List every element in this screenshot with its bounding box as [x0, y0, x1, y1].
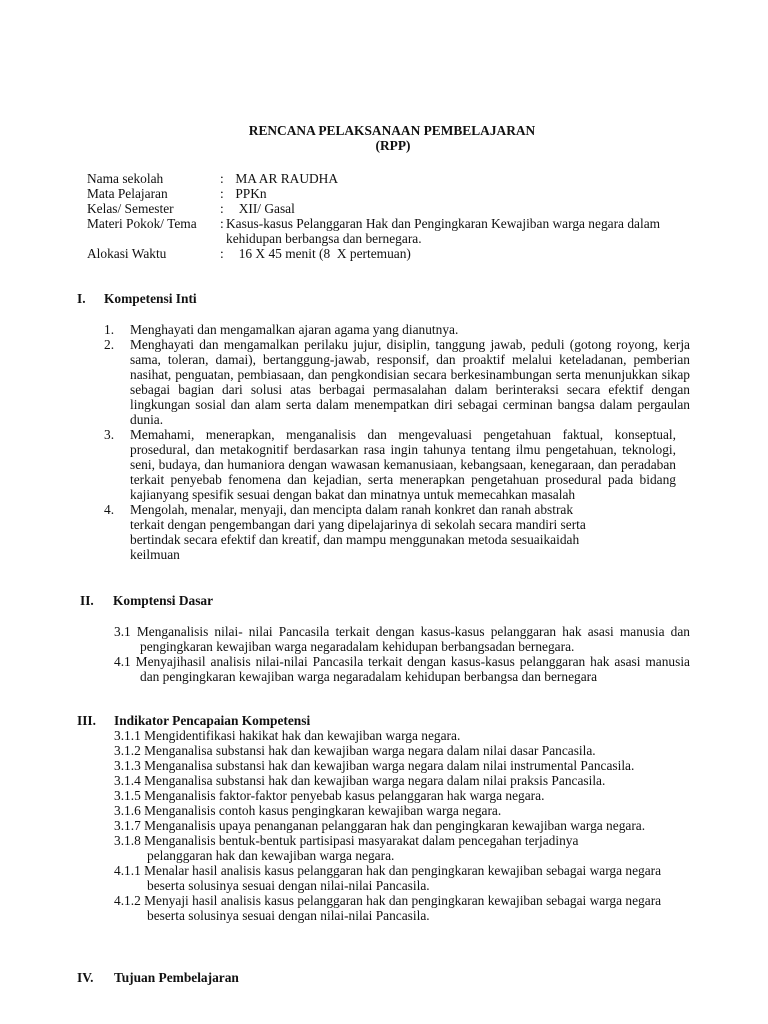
list-item-number: 3. — [104, 427, 115, 442]
section-number: I. — [77, 291, 86, 306]
identity-label: Kelas/ Semester — [87, 201, 174, 216]
list-item — [104, 427, 690, 502]
title-line-1: RENCANA PELAKSANAAN PEMBELAJARAN — [248, 123, 536, 138]
list-item — [104, 337, 690, 427]
list-item: 4.1.1 Menalar hasil analisis kasus pelanggaran hak dan pengingkaran kewajiban sebagai warga negara beserta solusinya sesuai dengan nilai-nilai Pancasila. — [114, 863, 662, 893]
list-item-number: 1. — [104, 322, 115, 337]
list-item: 3.1.4 Menganalisa substansi hak dan kewajiban warga negara dalam nilai praksis Pancasila. — [114, 773, 606, 788]
identity-label: Nama sekolah — [87, 171, 164, 186]
list-item-line: terkait dengan pengembangan dari yang dipelajarinya di sekolah secara mandiri serta — [130, 517, 586, 532]
section-heading: Komptensi Dasar — [113, 593, 214, 608]
list-item-number: 4. — [104, 502, 115, 517]
indikator-list — [114, 728, 674, 923]
list-item-text: Memahami, menerapkan, menganalisis dan mengevaluasi pengetahuan faktual, konseptual, prosedural, dan metakognitif berdasarkan rasa ingin tahunya tentang ilmu pengetahuan, teknologi, seni, budaya, dan humaniora dengan wawasan kemanusiaan, kebangsaan, kenegaraan, dan peradaban terkait penyebab fenomena dan kejadian, serta menerapkan pengetahuan prosedural pada bidang kajianyang spesifik sesuai dengan bakat dan minatnya untuk memecahkan masalah — [130, 427, 676, 502]
identity-label: Alokasi Waktu — [87, 246, 167, 261]
identity-table — [87, 171, 687, 261]
list-item-number: 2. — [104, 337, 115, 352]
identity-colon: : — [220, 201, 224, 216]
identity-colon: : — [220, 246, 224, 261]
title-line-2: (RPP) — [375, 138, 411, 153]
list-item-text: Menghayati dan mengamalkan perilaku jujur, disiplin, tanggung jawab, peduli (gotong royong, kerja sama, toleran, damai), bertanggung-jawab, responsif, dan proaktif melalui keteladanan, pemberian nasihat, penguatan, pembiasaan, dan pengkondisian secara berkesinambungan serta menunjukkan sikap sebagai bagian dari solusi atas berbagai permasalahan dalam berinteraksi secara efektif dengan lingkungan sosial dan alam serta dalam menempatkan diri sebagai cerminan bangsa dalam pergaulan dunia. — [130, 337, 690, 427]
section-heading: Kompetensi Inti — [104, 291, 197, 306]
list-item: 3.1.3 Menganalisa substansi hak dan kewajiban warga negara dalam nilai instrumental Pancasila. — [114, 758, 635, 773]
document-title — [0, 123, 768, 153]
list-item: 3.1.2 Menganalisa substansi hak dan kewajiban warga negara dalam nilai dasar Pancasila. — [114, 743, 596, 758]
kompetensi-inti-list — [104, 322, 690, 562]
identity-label: Mata Pelajaran — [87, 186, 168, 201]
identity-row — [87, 216, 687, 246]
identity-value: PPKn — [232, 186, 267, 201]
section-number: III. — [77, 713, 96, 728]
identity-row — [87, 171, 687, 186]
list-item: 3.1 Menganalisis nilai- nilai Pancasila terkait dengan kasus-kasus pelanggaran hak asasi manusia dan pengingkaran kewajiban warga negaradalam kehidupan berbangsadan bernegara. — [114, 624, 690, 654]
list-item-text: Menghayati dan mengamalkan ajaran agama yang dianutnya. — [130, 322, 459, 337]
list-item — [104, 502, 690, 562]
identity-value: XII/ Gasal — [232, 201, 295, 216]
identity-row — [87, 186, 687, 201]
section-number: IV. — [77, 970, 94, 985]
identity-value: MA AR RAUDHA — [232, 171, 339, 186]
kompetensi-dasar-list — [114, 624, 690, 684]
list-item-line: Mengolah, menalar, menyaji, dan mencipta dalam ranah konkret dan ranah abstrak — [130, 502, 574, 517]
list-item: 3.1.8 Menganalisis bentuk-bentuk partisipasi masyarakat dalam pencegahan terjadinya pelanggaran hak dan kewajiban warga negara. — [114, 833, 579, 863]
identity-colon: : — [220, 216, 224, 231]
section-heading: Tujuan Pembelajaran — [114, 970, 239, 985]
list-item: 3.1.7 Menganalisis upaya penanganan pelanggaran hak dan pengingkaran kewajiban warga negara. — [114, 818, 646, 833]
list-item: 3.1.5 Menganalisis faktor-faktor penyebab kasus pelanggaran hak warga negara. — [114, 788, 545, 803]
list-item — [104, 322, 690, 337]
list-item-text — [130, 502, 690, 562]
list-item: 3.1.6 Menganalisis contoh kasus pengingkaran kewajiban warga negara. — [114, 803, 502, 818]
section-number: II. — [80, 593, 94, 608]
identity-value: 16 X 45 menit (8 X pertemuan) — [232, 246, 411, 261]
identity-colon: : — [220, 171, 224, 186]
list-item-line: bertindak secara efektif dan kreatif, dan mampu menggunakan metoda sesuaikaidah — [130, 532, 580, 547]
section-heading: Indikator Pencapaian Kompetensi — [114, 713, 311, 728]
identity-row — [87, 246, 687, 261]
identity-row — [87, 201, 687, 216]
identity-colon: : — [220, 186, 224, 201]
list-item-line: keilmuan — [130, 547, 180, 562]
identity-value: Kasus-kasus Pelanggaran Hak dan Pengingkaran Kewajiban warga negara dalam kehidupan berbangsa dan bernegara. — [226, 216, 661, 246]
list-item: 3.1.1 Mengidentifikasi hakikat hak dan kewajiban warga negara. — [114, 728, 461, 743]
list-item: 4.1.2 Menyaji hasil analisis kasus pelanggaran hak dan pengingkaran kewajiban sebagai warga negara beserta solusinya sesuai dengan nilai-nilai Pancasila. — [114, 893, 662, 923]
list-item: 4.1 Menyajihasil analisis nilai-nilai Pancasila terkait dengan kasus-kasus pelanggaran hak asasi manusia dan pengingkaran kewajiban warga negaradalam kehidupan berbangsa dan bernegara — [114, 654, 690, 684]
identity-label: Materi Pokok/ Tema — [87, 216, 197, 231]
